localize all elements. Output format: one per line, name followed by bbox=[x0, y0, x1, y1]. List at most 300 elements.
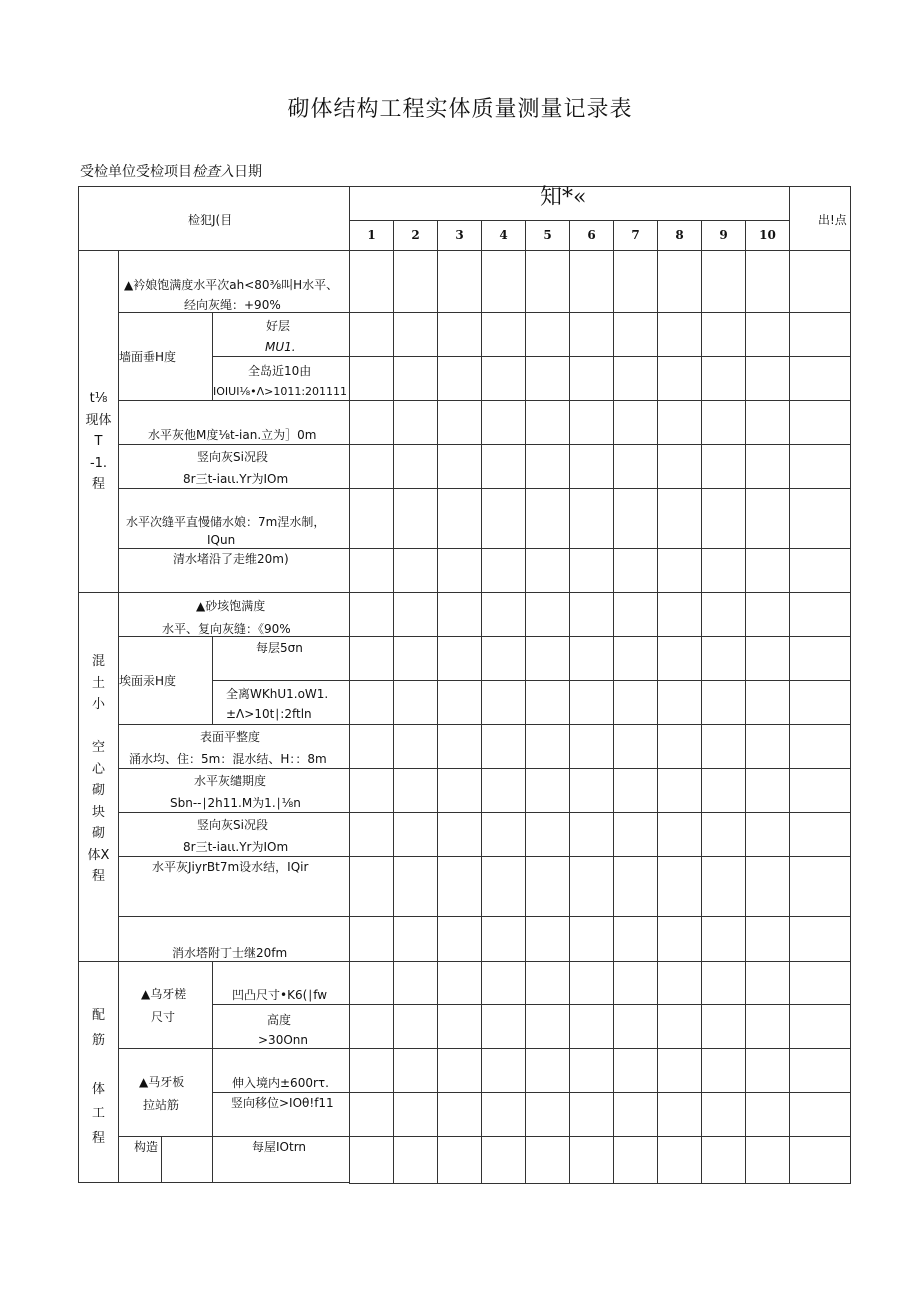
measurement-cell[interactable] bbox=[657, 812, 702, 857]
s1-wall-vert-sub1-line2: MU1. bbox=[265, 340, 296, 354]
measurement-cell[interactable] bbox=[525, 1004, 570, 1049]
measurement-cell[interactable] bbox=[349, 856, 394, 917]
s2-wall-vert: 埃面汞H度 bbox=[119, 674, 177, 688]
measurement-cell[interactable] bbox=[569, 961, 614, 1005]
measurement-cell[interactable] bbox=[613, 1136, 658, 1184]
measurement-cell[interactable] bbox=[525, 1092, 570, 1137]
measurement-cell[interactable] bbox=[569, 724, 614, 769]
measurement-cell[interactable] bbox=[393, 636, 438, 681]
measurement-cell[interactable] bbox=[525, 1136, 570, 1184]
s1-wall-vert-sub1-line1: 好层 bbox=[266, 319, 291, 333]
measurement-cell[interactable] bbox=[701, 680, 746, 725]
measurement-cell[interactable] bbox=[745, 636, 790, 681]
pass-rate-cell[interactable] bbox=[789, 680, 851, 725]
measurement-cell[interactable] bbox=[393, 724, 438, 769]
measurement-cell[interactable] bbox=[745, 444, 790, 489]
pass-rate-cell[interactable] bbox=[789, 856, 851, 917]
s3-tooth-sub2-line1: 高度 bbox=[267, 1013, 292, 1027]
s2-horiz-straight: 水平灰JiyrBt7m设水结，IQir bbox=[152, 860, 309, 874]
measurement-cell[interactable] bbox=[525, 488, 570, 549]
measurement-cell[interactable] bbox=[349, 916, 394, 962]
section2-label-char: 混 bbox=[91, 654, 105, 669]
measurement-cell[interactable] bbox=[393, 768, 438, 813]
measurement-cell[interactable] bbox=[745, 724, 790, 769]
measurement-cell[interactable] bbox=[437, 444, 482, 489]
measurement-cell[interactable] bbox=[525, 916, 570, 962]
measurement-cell[interactable] bbox=[437, 680, 482, 725]
pass-rate-cell[interactable] bbox=[789, 1136, 851, 1184]
measurement-cell[interactable] bbox=[701, 636, 746, 681]
measurement-cell[interactable] bbox=[437, 592, 482, 637]
measurement-cell[interactable] bbox=[437, 856, 482, 917]
pass-rate-cell[interactable] bbox=[789, 768, 851, 813]
measurement-cell[interactable] bbox=[701, 356, 746, 401]
measurement-cell[interactable] bbox=[437, 488, 482, 549]
measurement-cell[interactable] bbox=[393, 592, 438, 637]
measurement-cell[interactable] bbox=[569, 356, 614, 401]
measurement-cell[interactable] bbox=[481, 312, 526, 357]
header-part-units: 受检单位受检项目 bbox=[80, 164, 192, 180]
measurement-cell[interactable] bbox=[613, 488, 658, 549]
measurement-cell[interactable] bbox=[745, 856, 790, 917]
section2-label-char: 空 bbox=[91, 740, 105, 755]
s2-mortar-full-line1: ▲砂垓饱满度 bbox=[196, 599, 266, 613]
measurement-cell[interactable] bbox=[613, 768, 658, 813]
measurement-cell[interactable] bbox=[481, 444, 526, 489]
measurement-cell[interactable] bbox=[437, 250, 482, 313]
measurement-cell[interactable] bbox=[525, 680, 570, 725]
measurement-cell[interactable] bbox=[701, 400, 746, 445]
column-number-cell bbox=[349, 220, 394, 251]
pass-rate-cell[interactable] bbox=[789, 812, 851, 857]
measurement-cell[interactable] bbox=[701, 250, 746, 313]
measurement-cell[interactable] bbox=[657, 680, 702, 725]
measurement-cell[interactable] bbox=[393, 1048, 438, 1093]
measurement-cell[interactable] bbox=[569, 680, 614, 725]
measurement-cell[interactable] bbox=[745, 312, 790, 357]
header-part-date: 日期 bbox=[234, 164, 262, 180]
section2-label-char: 体X bbox=[87, 847, 110, 863]
measurement-cell[interactable] bbox=[745, 812, 790, 857]
section2-label-char: 程 bbox=[91, 869, 105, 884]
measurement-cell[interactable] bbox=[481, 356, 526, 401]
section2-label bbox=[78, 651, 119, 888]
section1-label-line: 程 bbox=[91, 477, 105, 492]
s3-tie-sub2: 竖向移位>IOθ!f11 bbox=[231, 1096, 334, 1110]
measurement-cell[interactable] bbox=[745, 1136, 790, 1184]
pass-rate-cell[interactable] bbox=[789, 592, 851, 637]
s1-vert-joint-line1: 竖向灰Si况段 bbox=[197, 450, 268, 464]
pass-rate-cell[interactable] bbox=[789, 724, 851, 769]
pass-rate-cell[interactable] bbox=[789, 488, 851, 549]
column-number-cell bbox=[701, 220, 746, 251]
s2-wall-vert-sub2-line1: 全离WKhU1.oW1. bbox=[226, 687, 329, 701]
measurement-cell[interactable] bbox=[525, 724, 570, 769]
measurement-cell[interactable] bbox=[481, 1048, 526, 1093]
measurement-cell[interactable] bbox=[569, 1136, 614, 1184]
measurement-cell[interactable] bbox=[701, 768, 746, 813]
measurement-cell[interactable] bbox=[745, 680, 790, 725]
measurement-cell[interactable] bbox=[613, 548, 658, 593]
measurement-cell[interactable] bbox=[481, 250, 526, 313]
measurement-cell[interactable] bbox=[437, 1004, 482, 1049]
measurement-cell[interactable] bbox=[657, 1048, 702, 1093]
measurement-cell[interactable] bbox=[613, 856, 658, 917]
measurement-cell[interactable] bbox=[613, 636, 658, 681]
measurement-cell[interactable] bbox=[745, 400, 790, 445]
measurement-cell[interactable] bbox=[525, 812, 570, 857]
column-number-cell bbox=[525, 220, 570, 251]
measurement-cell[interactable] bbox=[481, 1004, 526, 1049]
column-number-cell bbox=[393, 220, 438, 251]
section3-label-char: 工 bbox=[91, 1106, 105, 1121]
measurement-cell[interactable] bbox=[393, 812, 438, 857]
s2-wall-vert-sub2-line2: ±Λ>10t∣:2ftln bbox=[226, 707, 312, 721]
measurement-cell[interactable] bbox=[481, 916, 526, 962]
measurement-cell[interactable] bbox=[349, 488, 394, 549]
measurement-cell[interactable] bbox=[349, 592, 394, 637]
s2-vert-joint-line1: 竖向灰Si况段 bbox=[197, 818, 268, 832]
column-number: 4 bbox=[499, 228, 508, 242]
measurement-cell[interactable] bbox=[657, 1136, 702, 1184]
measurement-cell[interactable] bbox=[525, 356, 570, 401]
measurement-cell[interactable] bbox=[393, 356, 438, 401]
measurement-cell[interactable] bbox=[525, 636, 570, 681]
measurement-cell[interactable] bbox=[525, 548, 570, 593]
measurement-cell[interactable] bbox=[745, 1048, 790, 1093]
s1-mortar-full-line2: 经向灰绳：+90% bbox=[184, 298, 281, 312]
pass-rate-cell[interactable] bbox=[789, 636, 851, 681]
measurement-cell[interactable] bbox=[657, 856, 702, 917]
pass-rate-cell[interactable] bbox=[789, 548, 851, 593]
measurement-cell[interactable] bbox=[393, 1004, 438, 1049]
s1-horiz-straight-line1: 水平次缝平直慢储水娘：7m涅水制， bbox=[126, 515, 326, 529]
measurement-cell[interactable] bbox=[393, 312, 438, 357]
pass-rate-cell[interactable] bbox=[789, 961, 851, 1005]
column-number: 8 bbox=[675, 228, 684, 242]
column-number: 9 bbox=[719, 228, 728, 242]
measurement-cell[interactable] bbox=[481, 680, 526, 725]
measurement-cell[interactable] bbox=[569, 1048, 614, 1093]
measurement-cell[interactable] bbox=[437, 548, 482, 593]
measurement-cell[interactable] bbox=[657, 1092, 702, 1137]
section1-label-line: -1. bbox=[89, 455, 108, 471]
measurement-cell[interactable] bbox=[437, 400, 482, 445]
measurement-cell[interactable] bbox=[613, 812, 658, 857]
measurement-cell[interactable] bbox=[569, 250, 614, 313]
measurement-cell[interactable] bbox=[393, 488, 438, 549]
section2-label-char: 块 bbox=[91, 804, 105, 820]
s2-horiz-joint-line1: 水平灰缱期度 bbox=[194, 774, 267, 788]
measurement-cell[interactable] bbox=[349, 312, 394, 357]
measurement-cell[interactable] bbox=[569, 916, 614, 962]
column-number: 6 bbox=[587, 228, 596, 242]
column-number-cell bbox=[657, 220, 702, 251]
measurement-cell[interactable] bbox=[569, 592, 614, 637]
s3-tie-line2: 拉站筋 bbox=[143, 1098, 180, 1112]
measurement-cell[interactable] bbox=[569, 636, 614, 681]
measurement-cell[interactable] bbox=[613, 724, 658, 769]
measurement-cell[interactable] bbox=[701, 444, 746, 489]
s1-horiz-straight-line2: IQun bbox=[207, 533, 236, 547]
s2-horiz-joint-line2: Sbn--∣2h11.M为1.∣⅛n bbox=[170, 796, 301, 810]
measurement-cell[interactable] bbox=[569, 444, 614, 489]
s1-clear-water: 清水堵沿了走维20m) bbox=[173, 552, 289, 566]
measurement-cell[interactable] bbox=[525, 1048, 570, 1093]
measurement-cell[interactable] bbox=[349, 400, 394, 445]
measurement-cell[interactable] bbox=[481, 961, 526, 1005]
measurement-cell[interactable] bbox=[437, 768, 482, 813]
measurement-cell[interactable] bbox=[349, 812, 394, 857]
measurement-cell[interactable] bbox=[393, 444, 438, 489]
measurement-cell[interactable] bbox=[525, 592, 570, 637]
measurement-cell[interactable] bbox=[613, 444, 658, 489]
column-number: 10 bbox=[759, 228, 776, 242]
measurement-cell[interactable] bbox=[745, 250, 790, 313]
measurement-cell[interactable] bbox=[745, 768, 790, 813]
measurement-cell[interactable] bbox=[437, 1048, 482, 1093]
measurement-cell[interactable] bbox=[349, 1136, 394, 1184]
s2-surface-line2: 涌水均、住：5m：混水结、H：：8m bbox=[129, 752, 327, 766]
measurement-cell[interactable] bbox=[481, 592, 526, 637]
measurement-cell[interactable] bbox=[657, 768, 702, 813]
measurement-cell[interactable] bbox=[349, 548, 394, 593]
s2-clear-water: 消水塔附丁士继20fm bbox=[172, 946, 288, 960]
measurement-cell[interactable] bbox=[701, 724, 746, 769]
measurement-cell[interactable] bbox=[437, 916, 482, 962]
measurement-cell[interactable] bbox=[349, 768, 394, 813]
measurement-cell[interactable] bbox=[569, 400, 614, 445]
measurement-cell[interactable] bbox=[569, 856, 614, 917]
measurement-cell[interactable] bbox=[613, 592, 658, 637]
header-item-label: 检犯J(目 bbox=[188, 213, 233, 227]
s3-construct: 构造 bbox=[134, 1140, 159, 1154]
measurement-cell[interactable] bbox=[393, 856, 438, 917]
pass-rate-cell[interactable] bbox=[789, 1048, 851, 1093]
column-number-cell bbox=[613, 220, 658, 251]
measurement-cell[interactable] bbox=[481, 400, 526, 445]
measurement-cell[interactable] bbox=[393, 548, 438, 593]
measurement-cell[interactable] bbox=[657, 636, 702, 681]
measurement-cell[interactable] bbox=[481, 488, 526, 549]
measurement-cell[interactable] bbox=[481, 856, 526, 917]
measurement-cell[interactable] bbox=[437, 312, 482, 357]
pass-rate-cell[interactable] bbox=[789, 356, 851, 401]
measurement-cell[interactable] bbox=[481, 724, 526, 769]
section1-label-line: T bbox=[94, 434, 103, 449]
measurement-cell[interactable] bbox=[525, 400, 570, 445]
measurement-cell[interactable] bbox=[613, 400, 658, 445]
column-number: 3 bbox=[455, 228, 464, 242]
measurement-cell[interactable] bbox=[657, 488, 702, 549]
measurement-cell[interactable] bbox=[745, 592, 790, 637]
measurement-cell[interactable] bbox=[701, 1004, 746, 1049]
s1-horiz-joint: 水平灰他M度⅛t-ian.立为］0m bbox=[148, 428, 317, 442]
measurement-cell[interactable] bbox=[701, 961, 746, 1005]
measurement-cell[interactable] bbox=[569, 1004, 614, 1049]
measurement-cell[interactable] bbox=[481, 636, 526, 681]
measurement-cell[interactable] bbox=[393, 1136, 438, 1184]
column-number: 2 bbox=[411, 228, 420, 242]
s3-tie-line1: ▲马牙板 bbox=[139, 1075, 185, 1089]
section2-label-char bbox=[78, 716, 119, 738]
measurement-cell[interactable] bbox=[657, 548, 702, 593]
measurement-cell[interactable] bbox=[701, 488, 746, 549]
measurement-cell[interactable] bbox=[657, 356, 702, 401]
measurement-cell[interactable] bbox=[701, 856, 746, 917]
section3-label-char: 体 bbox=[91, 1081, 105, 1097]
measurement-cell[interactable] bbox=[437, 636, 482, 681]
measurement-cell[interactable] bbox=[349, 961, 394, 1005]
header-part-inspector: 检查入 bbox=[192, 164, 234, 180]
column-number: 5 bbox=[543, 228, 552, 242]
pass-rate-cell[interactable] bbox=[789, 1092, 851, 1137]
measurement-cell[interactable] bbox=[437, 1092, 482, 1137]
section1-label bbox=[78, 388, 119, 496]
measurement-cell[interactable] bbox=[701, 1048, 746, 1093]
measurement-cell[interactable] bbox=[437, 356, 482, 401]
measurement-cell[interactable] bbox=[349, 636, 394, 681]
measurement-cell[interactable] bbox=[481, 1092, 526, 1137]
measurement-cell[interactable] bbox=[525, 250, 570, 313]
section2-label-char: 砌 bbox=[91, 783, 105, 798]
s1-wall-vert: 墙面垂H度 bbox=[119, 350, 177, 364]
measurement-cell[interactable] bbox=[613, 961, 658, 1005]
measurement-cell[interactable] bbox=[525, 444, 570, 489]
page-title: 砌体结构工程实体质量测量记录表 bbox=[287, 97, 633, 122]
measurement-cell[interactable] bbox=[481, 548, 526, 593]
measurement-cell[interactable] bbox=[393, 916, 438, 962]
section1-label-line: 现体 bbox=[85, 412, 112, 428]
measurement-cell[interactable] bbox=[745, 916, 790, 962]
header-measure-label: 知*« bbox=[540, 185, 587, 210]
measurement-cell[interactable] bbox=[437, 812, 482, 857]
measurement-cell[interactable] bbox=[525, 856, 570, 917]
measurement-cell[interactable] bbox=[613, 680, 658, 725]
measurement-cell[interactable] bbox=[525, 312, 570, 357]
pass-rate-cell[interactable] bbox=[789, 444, 851, 489]
measurement-cell[interactable] bbox=[481, 768, 526, 813]
section2-label-char: 砌 bbox=[91, 826, 105, 841]
measurement-cell[interactable] bbox=[393, 1092, 438, 1137]
pass-rate-cell[interactable] bbox=[789, 250, 851, 313]
pass-rate-cell[interactable] bbox=[789, 312, 851, 357]
measurement-cell[interactable] bbox=[745, 961, 790, 1005]
measurement-cell[interactable] bbox=[349, 444, 394, 489]
measurement-cell[interactable] bbox=[349, 250, 394, 313]
measurement-cell[interactable] bbox=[349, 1004, 394, 1049]
measurement-cell[interactable] bbox=[569, 768, 614, 813]
measurement-cell[interactable] bbox=[701, 592, 746, 637]
measurement-cell[interactable] bbox=[437, 961, 482, 1005]
section3-label-char: 程 bbox=[91, 1130, 105, 1146]
s1-vert-joint-line2: 8r三t-iaιι.Yr为IOm bbox=[183, 472, 289, 486]
measurement-cell[interactable] bbox=[393, 961, 438, 1005]
measurement-cell[interactable] bbox=[569, 312, 614, 357]
measurement-cell[interactable] bbox=[745, 1092, 790, 1137]
measurement-cell[interactable] bbox=[613, 916, 658, 962]
s2-wall-vert-sub1: 每层5σn bbox=[256, 641, 303, 655]
measurement-cell[interactable] bbox=[701, 1136, 746, 1184]
measurement-cell[interactable] bbox=[393, 680, 438, 725]
measurement-cell[interactable] bbox=[481, 1136, 526, 1184]
measurement-cell[interactable] bbox=[613, 312, 658, 357]
measurement-cell[interactable] bbox=[657, 724, 702, 769]
measurement-cell[interactable] bbox=[569, 488, 614, 549]
measurement-cell[interactable] bbox=[657, 400, 702, 445]
measurement-cell[interactable] bbox=[701, 812, 746, 857]
measurement-cell[interactable] bbox=[437, 724, 482, 769]
s1-mortar-full-line1: ▲衿娘饱满度水平次ah<80⅜叫H水平、 bbox=[124, 278, 339, 292]
measurement-cell[interactable] bbox=[657, 961, 702, 1005]
s3-tooth-line2: 尺寸 bbox=[151, 1010, 176, 1024]
measurement-cell[interactable] bbox=[745, 1004, 790, 1049]
s1-wall-vert-sub2-line2: IOIUI⅛•Λ>1011:201111 bbox=[213, 385, 348, 398]
pass-rate-cell[interactable] bbox=[789, 400, 851, 445]
column-number: 7 bbox=[631, 228, 640, 242]
column-number-cell bbox=[437, 220, 482, 251]
measurement-cell[interactable] bbox=[613, 356, 658, 401]
measurement-cell[interactable] bbox=[349, 1048, 394, 1093]
measurement-cell[interactable] bbox=[701, 1092, 746, 1137]
measurement-cell[interactable] bbox=[569, 1092, 614, 1137]
section1-label-line: t⅛ bbox=[89, 391, 108, 406]
measurement-cell[interactable] bbox=[657, 444, 702, 489]
measurement-cell[interactable] bbox=[745, 488, 790, 549]
measurement-cell[interactable] bbox=[657, 312, 702, 357]
column-number-cell bbox=[481, 220, 526, 251]
s3-tooth-sub2-line2: >30Onn bbox=[258, 1033, 308, 1047]
measurement-cell[interactable] bbox=[657, 592, 702, 637]
measurement-cell[interactable] bbox=[393, 250, 438, 313]
s3-tie-sub1: 伸入境内±600rτ. bbox=[232, 1076, 329, 1090]
measurement-cell[interactable] bbox=[745, 356, 790, 401]
measurement-cell[interactable] bbox=[613, 1004, 658, 1049]
measurement-cell[interactable] bbox=[701, 916, 746, 962]
section3-label-char: 配 bbox=[91, 1008, 105, 1023]
measurement-cell[interactable] bbox=[613, 1048, 658, 1093]
item-cell bbox=[118, 961, 213, 1049]
measurement-cell[interactable] bbox=[349, 1092, 394, 1137]
pass-rate-cell[interactable] bbox=[789, 916, 851, 962]
measurement-cell[interactable] bbox=[701, 312, 746, 357]
measurement-cell[interactable] bbox=[349, 680, 394, 725]
measurement-cell[interactable] bbox=[437, 1136, 482, 1184]
header-pass-label: 出!点 bbox=[818, 213, 847, 227]
column-number-cell bbox=[569, 220, 614, 251]
section3-label-char bbox=[78, 1053, 119, 1078]
section2-label-char: 心 bbox=[91, 761, 105, 777]
measurement-cell[interactable] bbox=[349, 724, 394, 769]
measurement-cell[interactable] bbox=[657, 916, 702, 962]
measurement-cell[interactable] bbox=[613, 250, 658, 313]
pass-rate-cell[interactable] bbox=[789, 1004, 851, 1049]
s3-tooth-line1: ▲乌牙槎 bbox=[141, 987, 187, 1001]
measurement-cell[interactable] bbox=[569, 812, 614, 857]
measurement-cell[interactable] bbox=[745, 548, 790, 593]
item-cell bbox=[118, 1048, 213, 1137]
measurement-cell[interactable] bbox=[525, 768, 570, 813]
measurement-cell[interactable] bbox=[701, 548, 746, 593]
measurement-cell[interactable] bbox=[481, 812, 526, 857]
measurement-cell[interactable] bbox=[657, 250, 702, 313]
measurement-cell[interactable] bbox=[349, 356, 394, 401]
measurement-cell[interactable] bbox=[613, 1092, 658, 1137]
measurement-cell[interactable] bbox=[393, 400, 438, 445]
measurement-cell[interactable] bbox=[569, 548, 614, 593]
measurement-cell[interactable] bbox=[657, 1004, 702, 1049]
measurement-cell[interactable] bbox=[525, 961, 570, 1005]
